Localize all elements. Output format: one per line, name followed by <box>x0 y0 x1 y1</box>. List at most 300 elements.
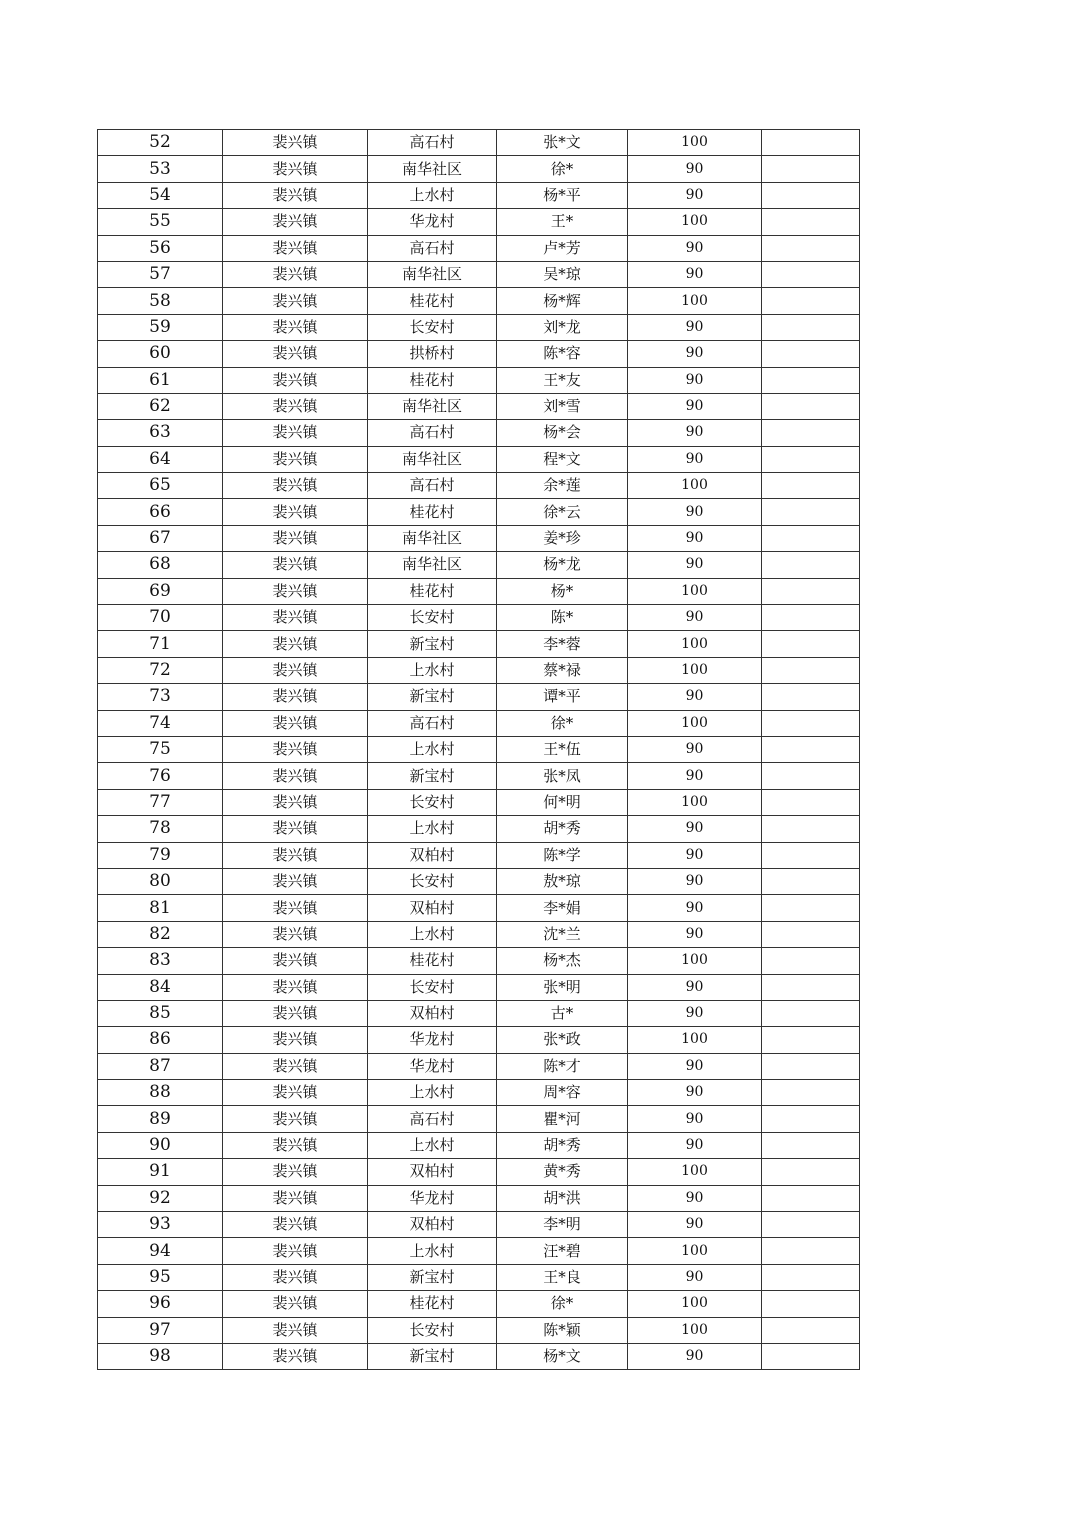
table-row <box>98 684 860 710</box>
note-cell <box>762 1343 860 1369</box>
table-row <box>98 1159 860 1185</box>
person-name-cell: 胡*秀 <box>497 816 628 842</box>
table-row <box>98 657 860 683</box>
person-name-cell: 胡*秀 <box>497 1132 628 1158</box>
note-cell <box>762 710 860 736</box>
row-number-cell: 83 <box>98 948 223 974</box>
amount-cell: 90 <box>628 1132 762 1158</box>
person-name-cell: 张*政 <box>497 1027 628 1053</box>
town-cell: 裴兴镇 <box>223 261 368 287</box>
village-cell: 南华社区 <box>368 261 497 287</box>
note-cell <box>762 182 860 208</box>
note-cell <box>762 367 860 393</box>
amount-cell: 90 <box>628 684 762 710</box>
amount-cell: 100 <box>628 1159 762 1185</box>
table-row <box>98 288 860 314</box>
note-cell <box>762 1212 860 1238</box>
village-cell: 新宝村 <box>368 1343 497 1369</box>
table-row <box>98 895 860 921</box>
table-row <box>98 842 860 868</box>
village-cell: 高石村 <box>368 235 497 261</box>
town-cell: 裴兴镇 <box>223 868 368 894</box>
note-cell <box>762 1080 860 1106</box>
person-name-cell: 古* <box>497 1000 628 1026</box>
village-cell: 华龙村 <box>368 209 497 235</box>
row-number-cell: 88 <box>98 1080 223 1106</box>
amount-cell: 100 <box>628 948 762 974</box>
table-row <box>98 631 860 657</box>
town-cell: 裴兴镇 <box>223 341 368 367</box>
row-number-cell: 74 <box>98 710 223 736</box>
person-name-cell: 杨*文 <box>497 1343 628 1369</box>
village-cell: 南华社区 <box>368 552 497 578</box>
row-number-cell: 76 <box>98 763 223 789</box>
note-cell <box>762 684 860 710</box>
person-name-cell: 王*友 <box>497 367 628 393</box>
person-name-cell: 王*良 <box>497 1264 628 1290</box>
note-cell <box>762 842 860 868</box>
village-cell: 上水村 <box>368 1080 497 1106</box>
town-cell: 裴兴镇 <box>223 1238 368 1264</box>
note-cell <box>762 763 860 789</box>
row-number-cell: 64 <box>98 446 223 472</box>
note-cell <box>762 209 860 235</box>
village-cell: 长安村 <box>368 974 497 1000</box>
person-name-cell: 陈* <box>497 605 628 631</box>
table-row <box>98 525 860 551</box>
note-cell <box>762 1317 860 1343</box>
village-cell: 高石村 <box>368 1106 497 1132</box>
village-cell: 新宝村 <box>368 684 497 710</box>
person-name-cell: 杨* <box>497 578 628 604</box>
amount-cell: 90 <box>628 763 762 789</box>
row-number-cell: 95 <box>98 1264 223 1290</box>
table-row <box>98 1264 860 1290</box>
town-cell: 裴兴镇 <box>223 684 368 710</box>
table-row <box>98 1053 860 1079</box>
village-cell: 新宝村 <box>368 631 497 657</box>
table-row <box>98 393 860 419</box>
note-cell <box>762 1264 860 1290</box>
village-cell: 南华社区 <box>368 393 497 419</box>
note-cell <box>762 1238 860 1264</box>
town-cell: 裴兴镇 <box>223 393 368 419</box>
person-name-cell: 李*娟 <box>497 895 628 921</box>
person-name-cell: 杨*辉 <box>497 288 628 314</box>
amount-cell: 100 <box>628 473 762 499</box>
person-name-cell: 杨*龙 <box>497 552 628 578</box>
amount-cell: 90 <box>628 1212 762 1238</box>
row-number-cell: 68 <box>98 552 223 578</box>
row-number-cell: 91 <box>98 1159 223 1185</box>
town-cell: 裴兴镇 <box>223 552 368 578</box>
row-number-cell: 96 <box>98 1291 223 1317</box>
village-cell: 长安村 <box>368 1317 497 1343</box>
amount-cell: 90 <box>628 261 762 287</box>
row-number-cell: 77 <box>98 789 223 815</box>
amount-cell: 100 <box>628 288 762 314</box>
amount-cell: 90 <box>628 1080 762 1106</box>
row-number-cell: 62 <box>98 393 223 419</box>
table-row <box>98 789 860 815</box>
amount-cell: 100 <box>628 1317 762 1343</box>
note-cell <box>762 473 860 499</box>
village-cell: 上水村 <box>368 921 497 947</box>
amount-cell: 90 <box>628 868 762 894</box>
amount-cell: 90 <box>628 605 762 631</box>
village-cell: 高石村 <box>368 473 497 499</box>
village-cell: 长安村 <box>368 605 497 631</box>
note-cell <box>762 816 860 842</box>
note-cell <box>762 261 860 287</box>
town-cell: 裴兴镇 <box>223 710 368 736</box>
town-cell: 裴兴镇 <box>223 1053 368 1079</box>
amount-cell: 90 <box>628 921 762 947</box>
amount-cell: 90 <box>628 341 762 367</box>
row-number-cell: 86 <box>98 1027 223 1053</box>
town-cell: 裴兴镇 <box>223 948 368 974</box>
person-name-cell: 陈*学 <box>497 842 628 868</box>
amount-cell: 100 <box>628 1291 762 1317</box>
town-cell: 裴兴镇 <box>223 1317 368 1343</box>
table-row <box>98 1212 860 1238</box>
amount-cell: 100 <box>628 657 762 683</box>
village-cell: 华龙村 <box>368 1185 497 1211</box>
village-cell: 双柏村 <box>368 842 497 868</box>
table-row <box>98 420 860 446</box>
town-cell: 裴兴镇 <box>223 1027 368 1053</box>
note-cell <box>762 578 860 604</box>
town-cell: 裴兴镇 <box>223 1000 368 1026</box>
person-name-cell: 徐* <box>497 710 628 736</box>
note-cell <box>762 921 860 947</box>
amount-cell: 100 <box>628 1027 762 1053</box>
town-cell: 裴兴镇 <box>223 367 368 393</box>
amount-cell: 90 <box>628 499 762 525</box>
village-cell: 桂花村 <box>368 367 497 393</box>
town-cell: 裴兴镇 <box>223 209 368 235</box>
town-cell: 裴兴镇 <box>223 763 368 789</box>
town-cell: 裴兴镇 <box>223 1264 368 1290</box>
person-name-cell: 徐* <box>497 1291 628 1317</box>
row-number-cell: 56 <box>98 235 223 261</box>
person-name-cell: 徐* <box>497 156 628 182</box>
town-cell: 裴兴镇 <box>223 842 368 868</box>
amount-cell: 90 <box>628 1000 762 1026</box>
amount-cell: 90 <box>628 393 762 419</box>
town-cell: 裴兴镇 <box>223 156 368 182</box>
town-cell: 裴兴镇 <box>223 525 368 551</box>
town-cell: 裴兴镇 <box>223 420 368 446</box>
village-cell: 高石村 <box>368 420 497 446</box>
table-row <box>98 1080 860 1106</box>
table-row <box>98 1000 860 1026</box>
person-name-cell: 李*明 <box>497 1212 628 1238</box>
row-number-cell: 71 <box>98 631 223 657</box>
row-number-cell: 84 <box>98 974 223 1000</box>
table-row <box>98 314 860 340</box>
village-cell: 上水村 <box>368 1132 497 1158</box>
row-number-cell: 67 <box>98 525 223 551</box>
table-row <box>98 1343 860 1369</box>
amount-cell: 90 <box>628 1343 762 1369</box>
town-cell: 裴兴镇 <box>223 736 368 762</box>
person-name-cell: 谭*平 <box>497 684 628 710</box>
row-number-cell: 66 <box>98 499 223 525</box>
row-number-cell: 92 <box>98 1185 223 1211</box>
table-row <box>98 209 860 235</box>
person-name-cell: 杨*会 <box>497 420 628 446</box>
note-cell <box>762 552 860 578</box>
amount-cell: 100 <box>628 710 762 736</box>
note-cell <box>762 948 860 974</box>
row-number-cell: 73 <box>98 684 223 710</box>
amount-cell: 90 <box>628 156 762 182</box>
table-row <box>98 736 860 762</box>
row-number-cell: 85 <box>98 1000 223 1026</box>
row-number-cell: 90 <box>98 1132 223 1158</box>
amount-cell: 90 <box>628 736 762 762</box>
amount-cell: 90 <box>628 525 762 551</box>
table-row <box>98 921 860 947</box>
note-cell <box>762 235 860 261</box>
table-row <box>98 156 860 182</box>
village-cell: 上水村 <box>368 736 497 762</box>
village-cell: 华龙村 <box>368 1027 497 1053</box>
row-number-cell: 58 <box>98 288 223 314</box>
person-name-cell: 蔡*禄 <box>497 657 628 683</box>
village-cell: 桂花村 <box>368 578 497 604</box>
town-cell: 裴兴镇 <box>223 921 368 947</box>
town-cell: 裴兴镇 <box>223 1132 368 1158</box>
table-row <box>98 1238 860 1264</box>
amount-cell: 90 <box>628 1185 762 1211</box>
person-name-cell: 刘*龙 <box>497 314 628 340</box>
person-name-cell: 姜*珍 <box>497 525 628 551</box>
person-name-cell: 刘*雪 <box>497 393 628 419</box>
village-cell: 桂花村 <box>368 288 497 314</box>
table-row <box>98 1132 860 1158</box>
town-cell: 裴兴镇 <box>223 1185 368 1211</box>
town-cell: 裴兴镇 <box>223 446 368 472</box>
note-cell <box>762 393 860 419</box>
row-number-cell: 52 <box>98 130 223 156</box>
village-cell: 上水村 <box>368 182 497 208</box>
person-name-cell: 徐*云 <box>497 499 628 525</box>
note-cell <box>762 1132 860 1158</box>
note-cell <box>762 1106 860 1132</box>
amount-cell: 100 <box>628 789 762 815</box>
note-cell <box>762 1185 860 1211</box>
person-name-cell: 敖*琼 <box>497 868 628 894</box>
note-cell <box>762 446 860 472</box>
row-number-cell: 59 <box>98 314 223 340</box>
person-name-cell: 卢*芳 <box>497 235 628 261</box>
person-name-cell: 余*莲 <box>497 473 628 499</box>
village-cell: 长安村 <box>368 868 497 894</box>
note-cell <box>762 1000 860 1026</box>
amount-cell: 90 <box>628 842 762 868</box>
village-cell: 南华社区 <box>368 525 497 551</box>
amount-cell: 90 <box>628 974 762 1000</box>
village-cell: 高石村 <box>368 130 497 156</box>
village-cell: 拱桥村 <box>368 341 497 367</box>
table-row <box>98 1291 860 1317</box>
amount-cell: 100 <box>628 578 762 604</box>
village-cell: 桂花村 <box>368 1291 497 1317</box>
note-cell <box>762 895 860 921</box>
person-name-cell: 瞿*河 <box>497 1106 628 1132</box>
town-cell: 裴兴镇 <box>223 1159 368 1185</box>
town-cell: 裴兴镇 <box>223 1106 368 1132</box>
person-name-cell: 沈*兰 <box>497 921 628 947</box>
note-cell <box>762 499 860 525</box>
row-number-cell: 63 <box>98 420 223 446</box>
table-row <box>98 1106 860 1132</box>
person-name-cell: 李*蓉 <box>497 631 628 657</box>
note-cell <box>762 605 860 631</box>
person-name-cell: 张*文 <box>497 130 628 156</box>
person-name-cell: 王* <box>497 209 628 235</box>
row-number-cell: 98 <box>98 1343 223 1369</box>
table-row <box>98 868 860 894</box>
town-cell: 裴兴镇 <box>223 816 368 842</box>
row-number-cell: 70 <box>98 605 223 631</box>
row-number-cell: 82 <box>98 921 223 947</box>
table-row <box>98 948 860 974</box>
person-name-cell: 吴*琼 <box>497 261 628 287</box>
table-row <box>98 341 860 367</box>
village-cell: 新宝村 <box>368 763 497 789</box>
town-cell: 裴兴镇 <box>223 605 368 631</box>
village-cell: 长安村 <box>368 314 497 340</box>
person-name-cell: 程*文 <box>497 446 628 472</box>
note-cell <box>762 1291 860 1317</box>
town-cell: 裴兴镇 <box>223 1291 368 1317</box>
note-cell <box>762 420 860 446</box>
table-row <box>98 1185 860 1211</box>
town-cell: 裴兴镇 <box>223 578 368 604</box>
row-number-cell: 75 <box>98 736 223 762</box>
table-row <box>98 710 860 736</box>
note-cell <box>762 525 860 551</box>
person-name-cell: 杨*杰 <box>497 948 628 974</box>
table-row <box>98 816 860 842</box>
village-cell: 高石村 <box>368 710 497 736</box>
table-row <box>98 130 860 156</box>
amount-cell: 100 <box>628 130 762 156</box>
amount-cell: 90 <box>628 1106 762 1132</box>
amount-cell: 90 <box>628 1264 762 1290</box>
row-number-cell: 79 <box>98 842 223 868</box>
person-name-cell: 杨*平 <box>497 182 628 208</box>
amount-cell: 90 <box>628 895 762 921</box>
person-name-cell: 陈*颖 <box>497 1317 628 1343</box>
amount-cell: 100 <box>628 1238 762 1264</box>
row-number-cell: 57 <box>98 261 223 287</box>
row-number-cell: 80 <box>98 868 223 894</box>
table-row <box>98 974 860 1000</box>
village-cell: 华龙村 <box>368 1053 497 1079</box>
note-cell <box>762 1159 860 1185</box>
village-cell: 双柏村 <box>368 1000 497 1026</box>
row-number-cell: 53 <box>98 156 223 182</box>
table-row <box>98 446 860 472</box>
note-cell <box>762 974 860 1000</box>
person-name-cell: 陈*才 <box>497 1053 628 1079</box>
note-cell <box>762 789 860 815</box>
row-number-cell: 81 <box>98 895 223 921</box>
note-cell <box>762 1053 860 1079</box>
village-cell: 桂花村 <box>368 499 497 525</box>
amount-cell: 100 <box>628 631 762 657</box>
note-cell <box>762 868 860 894</box>
village-cell: 长安村 <box>368 789 497 815</box>
person-name-cell: 张*凤 <box>497 763 628 789</box>
person-name-cell: 陈*容 <box>497 341 628 367</box>
town-cell: 裴兴镇 <box>223 1343 368 1369</box>
row-number-cell: 93 <box>98 1212 223 1238</box>
person-name-cell: 胡*洪 <box>497 1185 628 1211</box>
table-row <box>98 499 860 525</box>
table-row <box>98 1317 860 1343</box>
note-cell <box>762 156 860 182</box>
town-cell: 裴兴镇 <box>223 235 368 261</box>
village-cell: 南华社区 <box>368 446 497 472</box>
village-cell: 桂花村 <box>368 948 497 974</box>
village-cell: 双柏村 <box>368 895 497 921</box>
row-number-cell: 54 <box>98 182 223 208</box>
person-name-cell: 王*伍 <box>497 736 628 762</box>
village-cell: 双柏村 <box>368 1159 497 1185</box>
village-cell: 南华社区 <box>368 156 497 182</box>
village-cell: 上水村 <box>368 657 497 683</box>
row-number-cell: 87 <box>98 1053 223 1079</box>
table-row <box>98 261 860 287</box>
town-cell: 裴兴镇 <box>223 499 368 525</box>
person-name-cell: 何*明 <box>497 789 628 815</box>
note-cell <box>762 288 860 314</box>
amount-cell: 90 <box>628 314 762 340</box>
village-cell: 上水村 <box>368 816 497 842</box>
note-cell <box>762 130 860 156</box>
town-cell: 裴兴镇 <box>223 895 368 921</box>
row-number-cell: 89 <box>98 1106 223 1132</box>
town-cell: 裴兴镇 <box>223 974 368 1000</box>
town-cell: 裴兴镇 <box>223 1212 368 1238</box>
village-cell: 上水村 <box>368 1238 497 1264</box>
row-number-cell: 69 <box>98 578 223 604</box>
amount-cell: 90 <box>628 552 762 578</box>
table-row <box>98 763 860 789</box>
person-name-cell: 周*容 <box>497 1080 628 1106</box>
table-row <box>98 235 860 261</box>
town-cell: 裴兴镇 <box>223 631 368 657</box>
row-number-cell: 61 <box>98 367 223 393</box>
amount-cell: 90 <box>628 816 762 842</box>
amount-cell: 90 <box>628 182 762 208</box>
town-cell: 裴兴镇 <box>223 1080 368 1106</box>
village-cell: 新宝村 <box>368 1264 497 1290</box>
row-number-cell: 78 <box>98 816 223 842</box>
table-row <box>98 605 860 631</box>
note-cell <box>762 341 860 367</box>
note-cell <box>762 1027 860 1053</box>
table-row <box>98 367 860 393</box>
note-cell <box>762 736 860 762</box>
table-row <box>98 182 860 208</box>
note-cell <box>762 314 860 340</box>
